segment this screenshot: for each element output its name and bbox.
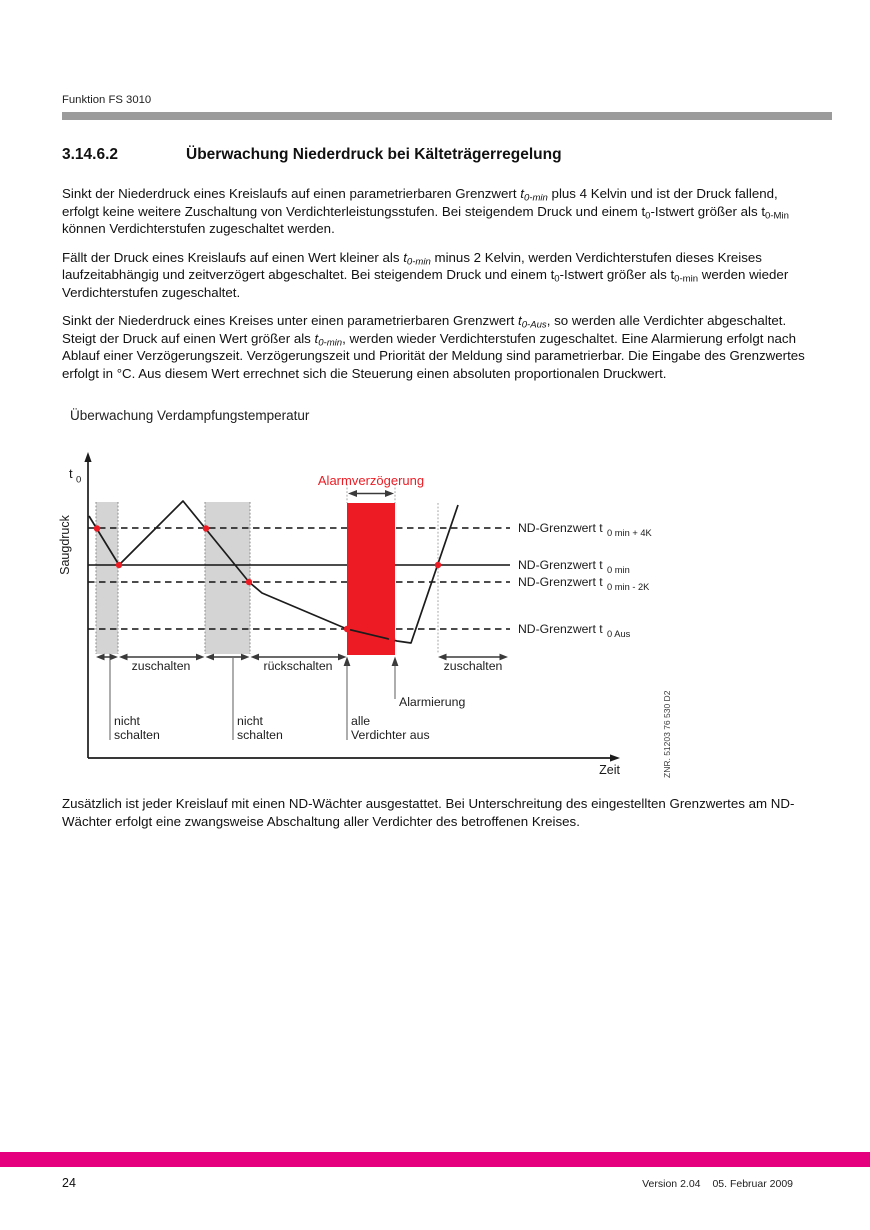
zone-label-zuschalten-1: zuschalten bbox=[131, 659, 191, 673]
threshold-sub-0: 0 min + 4K bbox=[607, 528, 652, 538]
gray-band-1 bbox=[96, 502, 118, 654]
paragraph-2: Fällt der Druck eines Kreislaufs auf einen Wert kleiner als $t_{0-min}$ minus 2 Kelvin, werden Verdichterstufen dieses Kreises laufzeitabhängig und zeitverzögert abgeschaltet. Bei steigendem Druck und einem $t_0$-Istwert größer als $t_{0-min}$ werden wieder Verdichterstufen zugeschaltet. bbox=[62, 249, 789, 300]
paragraph-4: Zusätzlich ist jeder Kreislauf mit einen ND-Wächter ausgestattet. Bei Unterschreitung des eingestellten Grenzwertes am ND-Wächter erfolgt eine zwangsweise Abschaltung aller Verdichter des betroffenen Kreises. bbox=[62, 796, 795, 829]
switch-point bbox=[344, 626, 350, 632]
paragraph-3: Sinkt der Niederdruck eines Kreises unter einen parametrierbaren Grenzwert $t_{0-Aus}$, so werden alle Verdichter abgeschaltet. Steigt der Druck auf einen Wert größer als $t_{0-min}$, werden wieder Verdichterstufen zugeschaltet. Eine Alarmierung erfolgt nach Ablauf einer Verzögerungszeit. Verzögerungszeit und Priorität der Meldung sind parametrierbar. Die Eingabe des Grenzwertes erfolgt in °C. Aus diesem Wert errechnet sich die Steuerung einen absoluten proportionalen Druckwert. bbox=[62, 313, 805, 381]
drawing-number: ZNR. 51203 76 530 D2 bbox=[662, 690, 672, 778]
footer-version-info bbox=[633, 1178, 793, 1190]
figure-title: Überwachung Verdampfungstemperatur bbox=[70, 408, 310, 423]
band2-span-arrow bbox=[206, 654, 250, 661]
footer-accent-bar bbox=[0, 1152, 870, 1167]
alarm-delay-bar bbox=[347, 503, 395, 655]
document-id: Funktion FS 3010 bbox=[62, 94, 152, 106]
band1-span-arrow bbox=[96, 654, 118, 661]
threshold-sub-2: 0 min - 2K bbox=[607, 582, 650, 592]
all-off-line2: Verdichter aus bbox=[351, 728, 430, 742]
evaporation-temperature-diagram bbox=[40, 440, 720, 790]
alarm-delay-arrow bbox=[348, 490, 394, 497]
switch-point bbox=[203, 525, 209, 531]
threshold-label-0: ND-Grenzwert t bbox=[518, 521, 603, 535]
zone-label-zuschalten-2: zuschalten bbox=[443, 659, 503, 673]
switch-point bbox=[246, 579, 252, 585]
threshold-label-1: ND-Grenzwert t bbox=[518, 558, 603, 572]
body-text-column bbox=[62, 185, 814, 393]
no-switch-2-line2: schalten bbox=[237, 728, 283, 742]
y-axis-arrowhead bbox=[84, 452, 91, 462]
alarmierung-label: Alarmierung bbox=[399, 695, 466, 709]
section-number: 3.14.6.2 bbox=[62, 146, 119, 163]
section-heading bbox=[62, 146, 562, 164]
saugdruck-axis-label: Saugdruck bbox=[58, 515, 72, 575]
switch-point bbox=[116, 562, 122, 568]
version-date: 05. Februar 2009 bbox=[712, 1178, 793, 1190]
y-axis-symbol: t bbox=[69, 466, 73, 481]
header-rule bbox=[62, 112, 832, 120]
alarm-delay-label: Alarmverzögerung bbox=[317, 473, 425, 488]
suction-pressure-curve bbox=[89, 501, 458, 643]
zone-label-rueckschalten: rückschalten bbox=[263, 659, 333, 673]
threshold-label-3: ND-Grenzwert t bbox=[518, 622, 603, 636]
no-switch-2-line1: nicht bbox=[237, 714, 263, 728]
page-number: 24 bbox=[62, 1176, 76, 1190]
paragraph-1: Sinkt der Niederdruck eines Kreislaufs auf einen parametrierbaren Grenzwert $t_{0-min}$ plus 4 Kelvin und ist der Druck fallend, erfolgt keine weitere Zuschaltung von Verdichterleistungsstufen. Bei steigendem Druck und einem $t_0$-Istwert größer als $t_{0-Min}$ können Verdichterstufen zugeschaltet werden. bbox=[62, 186, 789, 236]
alarmierung-up-arrow bbox=[392, 657, 399, 700]
switch-point bbox=[389, 636, 395, 642]
version-label: Version 2.04 bbox=[642, 1178, 701, 1190]
gray-band-2 bbox=[205, 502, 250, 654]
y-axis-symbol-sub: 0 bbox=[76, 474, 82, 486]
switch-point bbox=[94, 525, 100, 531]
no-switch-1-line2: schalten bbox=[114, 728, 160, 742]
all-off-line1: alle bbox=[351, 714, 371, 728]
threshold-sub-1: 0 min bbox=[607, 565, 630, 575]
threshold-sub-3: 0 Aus bbox=[607, 629, 631, 639]
section-title: Überwachung Niederdruck bei Kälteträgerregelung bbox=[186, 146, 562, 163]
zeit-axis-label: Zeit bbox=[599, 763, 620, 777]
all-off-up-arrow bbox=[344, 657, 351, 741]
threshold-label-2: ND-Grenzwert t bbox=[518, 575, 603, 589]
switch-point bbox=[435, 562, 441, 568]
x-axis-arrowhead bbox=[610, 754, 620, 761]
no-switch-1-line1: nicht bbox=[114, 714, 140, 728]
